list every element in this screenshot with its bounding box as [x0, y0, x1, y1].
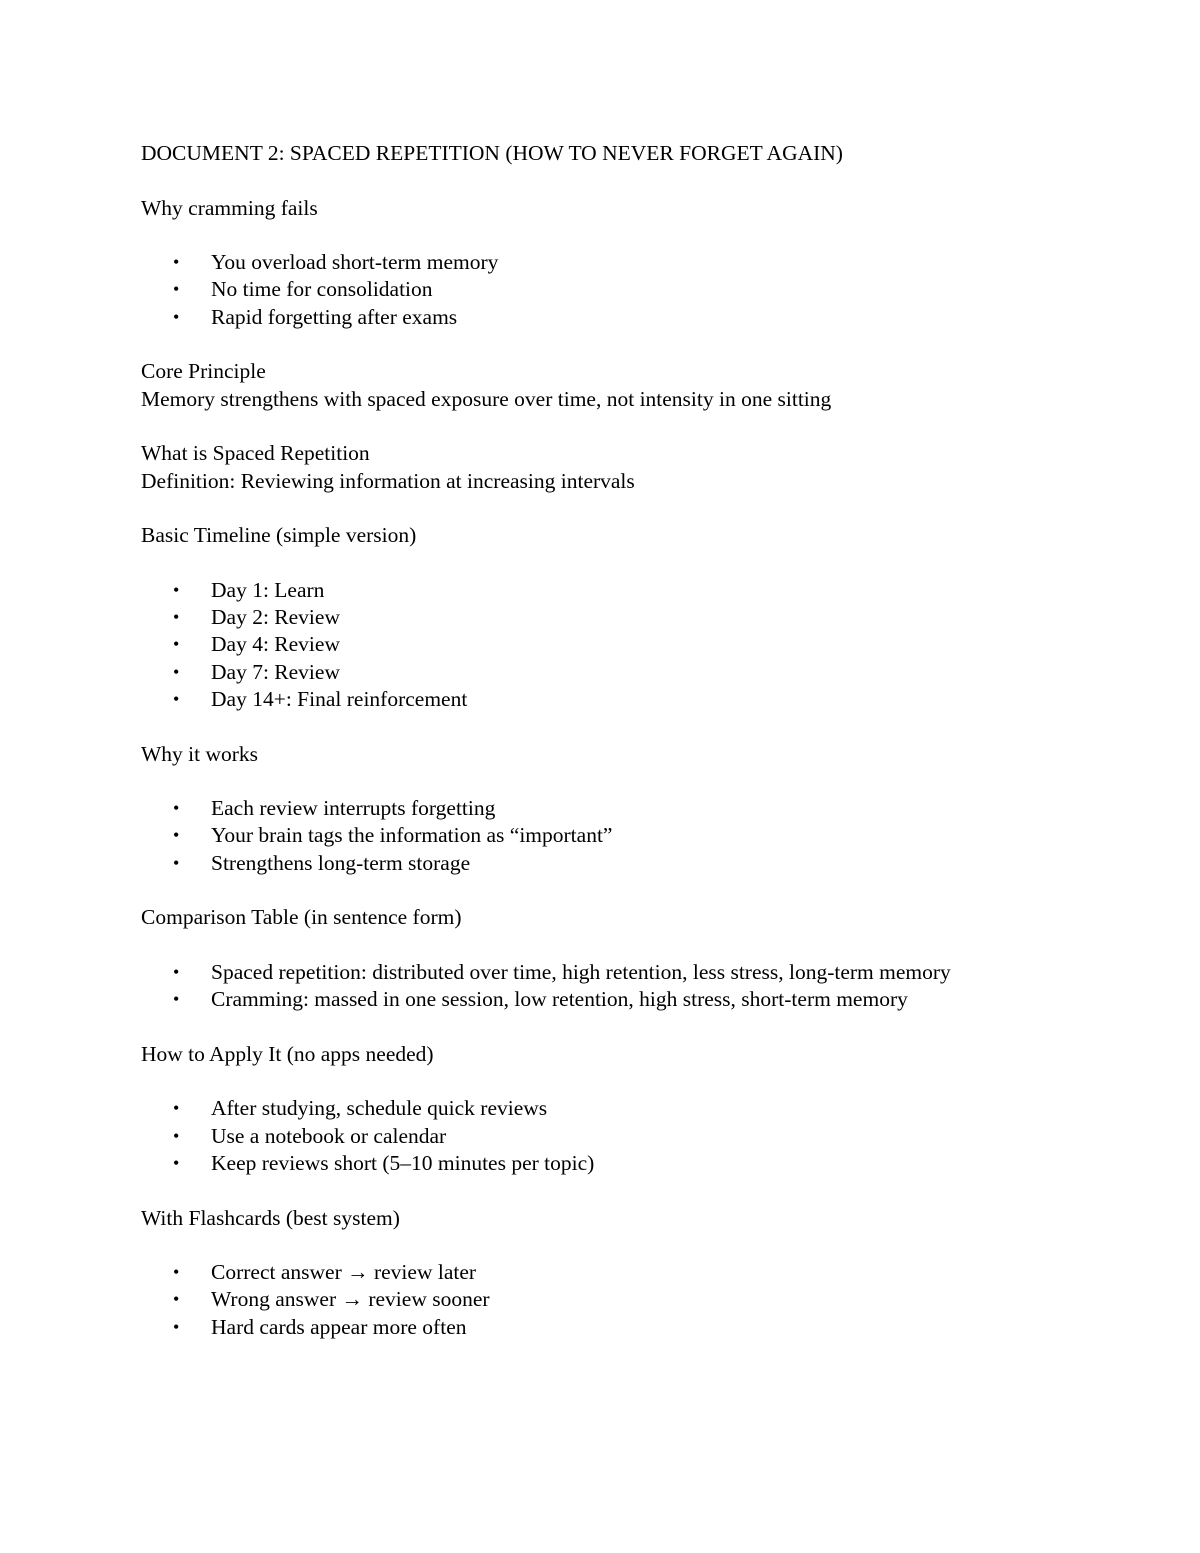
- bullet-icon: •: [173, 989, 180, 1010]
- section-heading: With Flashcards (best system): [141, 1205, 400, 1230]
- core-principle-block: [141, 358, 1081, 413]
- list-item-text: Correct answer → review later: [211, 1260, 477, 1285]
- section-heading-block: [141, 741, 1081, 768]
- list-item-text: Day 2: Review: [211, 605, 340, 630]
- list-item: [141, 686, 1081, 713]
- list-item-text: Hard cards appear more often: [211, 1314, 467, 1339]
- list-item-text: Keep reviews short (5–10 minutes per topic): [211, 1150, 595, 1175]
- document-page: [141, 140, 1081, 1368]
- bullet-icon: •: [173, 579, 180, 600]
- bullet-icon: •: [173, 852, 180, 873]
- section-heading-block: [141, 522, 1081, 549]
- bullet-icon: •: [173, 961, 180, 982]
- section-text: Memory strengthens with spaced exposure over time, not intensity in one sitting: [141, 386, 832, 411]
- list-item-text: Rapid forgetting after exams: [211, 304, 458, 329]
- list-item: [141, 1314, 1081, 1341]
- list-item-text: Day 14+: Final reinforcement: [211, 686, 468, 711]
- section-heading: What is Spaced Repetition: [141, 441, 370, 466]
- list-item: [141, 986, 1081, 1013]
- list-item: [141, 850, 1081, 877]
- list-item-text: Strengthens long-term storage: [211, 850, 471, 875]
- list-item-text: Wrong answer → review sooner: [211, 1287, 490, 1312]
- list-item: [141, 1259, 1081, 1286]
- section-heading-block: [141, 1041, 1081, 1068]
- bullet-icon: •: [173, 306, 180, 327]
- bullet-icon: •: [173, 634, 180, 655]
- bullet-list: [141, 1259, 1081, 1341]
- bullet-icon: •: [173, 1262, 180, 1283]
- list-item-text: Day 4: Review: [211, 632, 340, 657]
- bullet-list: [141, 577, 1081, 713]
- bullet-icon: •: [173, 1098, 180, 1119]
- section-heading-block: [141, 1205, 1081, 1232]
- bullet-icon: •: [173, 1125, 180, 1146]
- bullet-icon: •: [173, 1316, 180, 1337]
- list-item-text: Use a notebook or calendar: [211, 1123, 447, 1148]
- list-item: [141, 304, 1081, 331]
- bullet-list: [141, 795, 1081, 877]
- bullet-icon: •: [173, 1152, 180, 1173]
- bullet-icon: •: [173, 279, 180, 300]
- list-item-text: Day 1: Learn: [211, 577, 325, 602]
- list-item: [141, 959, 1081, 986]
- bullet-list: [141, 959, 1081, 1014]
- list-item: [141, 1095, 1081, 1122]
- section-heading: How to Apply It (no apps needed): [141, 1041, 434, 1066]
- bullet-icon: •: [173, 825, 180, 846]
- list-item: [141, 1150, 1081, 1177]
- section-heading-block: [141, 195, 1081, 222]
- list-item-text: Cramming: massed in one session, low retention, high stress, short-term memory: [211, 987, 908, 1012]
- list-item: [141, 249, 1081, 276]
- definition-block: [141, 440, 1081, 495]
- bullet-icon: •: [173, 798, 180, 819]
- section-heading: Basic Timeline (simple version): [141, 523, 417, 548]
- bullet-icon: •: [173, 688, 180, 709]
- list-item: [141, 604, 1081, 631]
- section-heading-block: [141, 904, 1081, 931]
- document-title-block: [141, 140, 1081, 167]
- bullet-icon: •: [173, 252, 180, 273]
- list-item: [141, 577, 1081, 604]
- list-item: [141, 822, 1081, 849]
- list-item-text: You overload short-term memory: [211, 250, 499, 275]
- document-title: DOCUMENT 2: SPACED REPETITION (HOW TO NEVER FORGET AGAIN): [141, 141, 843, 165]
- section-heading: Why it works: [141, 741, 259, 766]
- bullet-list: [141, 249, 1081, 331]
- section-heading: Why cramming fails: [141, 195, 318, 220]
- list-item: [141, 276, 1081, 303]
- bullet-list: [141, 1095, 1081, 1177]
- list-item-text: Each review interrupts forgetting: [211, 796, 496, 821]
- list-item: [141, 795, 1081, 822]
- section-heading: Comparison Table (in sentence form): [141, 905, 462, 930]
- section-text: Definition: Reviewing information at increasing intervals: [141, 468, 635, 493]
- list-item-text: Your brain tags the information as “important”: [211, 823, 613, 848]
- list-item-text: Spaced repetition: distributed over time, high retention, less stress, long-term memory: [211, 959, 951, 984]
- list-item: [141, 1286, 1081, 1313]
- bullet-icon: •: [173, 607, 180, 628]
- section-heading: Core Principle: [141, 359, 266, 384]
- list-item-text: Day 7: Review: [211, 659, 340, 684]
- bullet-icon: •: [173, 661, 180, 682]
- bullet-icon: •: [173, 1289, 180, 1310]
- list-item-text: No time for consolidation: [211, 277, 433, 302]
- list-item: [141, 631, 1081, 658]
- list-item-text: After studying, schedule quick reviews: [211, 1096, 548, 1121]
- list-item: [141, 1123, 1081, 1150]
- list-item: [141, 659, 1081, 686]
